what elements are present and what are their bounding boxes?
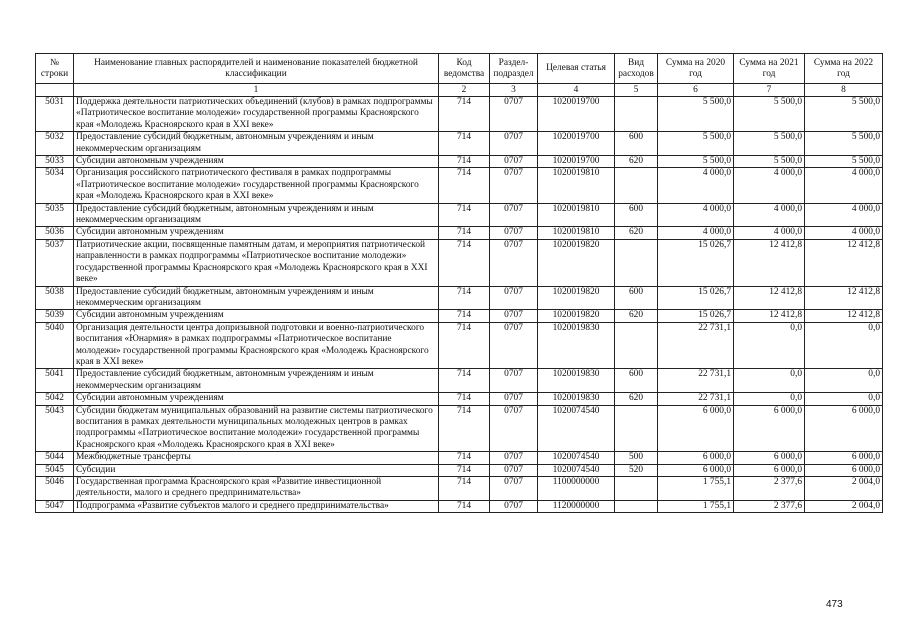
row-sum-2020: 22 731,1 (658, 369, 734, 393)
col-header-dept-code: Код ведомства (439, 54, 490, 84)
row-dept-code: 714 (439, 452, 490, 464)
col-header-section: Раздел-подраздел (490, 54, 538, 84)
row-sum-2020: 22 731,1 (658, 393, 734, 405)
row-section: 0707 (490, 168, 538, 203)
row-sum-2020: 5 500,0 (658, 156, 734, 168)
col-number: 5 (615, 84, 658, 97)
row-target-article: 1020019700 (538, 156, 615, 168)
table-row (36, 322, 883, 369)
row-section: 0707 (490, 369, 538, 393)
row-section: 0707 (490, 239, 538, 286)
row-expense-type: 600 (615, 203, 658, 227)
row-dept-code: 714 (439, 393, 490, 405)
col-header-target-article: Целевая статья (538, 54, 615, 84)
row-sum-2021: 12 412,8 (734, 239, 805, 286)
header-row (36, 54, 883, 84)
row-expense-type: 620 (615, 227, 658, 239)
row-target-article: 1020019820 (538, 239, 615, 286)
row-expense-type: 500 (615, 452, 658, 464)
row-sum-2020: 1 755,1 (658, 477, 734, 501)
row-target-article: 1020019820 (538, 310, 615, 322)
table-row (36, 393, 883, 405)
row-name: Предоставление субсидий бюджетным, автономным учреждениям и иным некоммерческим организациям (74, 369, 439, 393)
row-sum-2022: 2 004,0 (805, 477, 883, 501)
row-sum-2021: 6 000,0 (734, 452, 805, 464)
row-sum-2020: 1 755,1 (658, 500, 734, 512)
row-section: 0707 (490, 452, 538, 464)
col-number: 7 (734, 84, 805, 97)
table-row (36, 132, 883, 156)
row-name: Организация российского патриотического фестиваля в рамках подпрограммы «Патриотическое воспитание молодежи» государственной программы Красноярского края «Молодежь Красноярского края в XXI веке» (74, 168, 439, 203)
row-expense-type: 600 (615, 132, 658, 156)
row-sum-2021: 12 412,8 (734, 286, 805, 310)
row-number: 5035 (36, 203, 74, 227)
row-dept-code: 714 (439, 405, 490, 452)
row-sum-2021: 2 377,6 (734, 477, 805, 501)
row-dept-code: 714 (439, 168, 490, 203)
row-section: 0707 (490, 97, 538, 132)
row-section: 0707 (490, 203, 538, 227)
column-number-row (36, 84, 883, 97)
row-sum-2022: 5 500,0 (805, 97, 883, 132)
table-row (36, 239, 883, 286)
row-expense-type: 520 (615, 464, 658, 476)
row-expense-type: 620 (615, 156, 658, 168)
row-number: 5046 (36, 477, 74, 501)
row-target-article: 1020019810 (538, 203, 615, 227)
row-section: 0707 (490, 322, 538, 369)
row-sum-2022: 0,0 (805, 369, 883, 393)
row-target-article: 1020019830 (538, 322, 615, 369)
row-sum-2021: 6 000,0 (734, 405, 805, 452)
row-sum-2021: 5 500,0 (734, 97, 805, 132)
col-number: 8 (805, 84, 883, 97)
table-row (36, 500, 883, 512)
row-name: Патриотические акции, посвященные памятным датам, и мероприятия патриотической направленности в рамках подпрограммы «Патриотическое воспитание молодежи» государственной программы Красноярского края «Молодежь Красноярского края в XXI веке» (74, 239, 439, 286)
table-row (36, 452, 883, 464)
row-sum-2022: 5 500,0 (805, 156, 883, 168)
row-sum-2022: 0,0 (805, 322, 883, 369)
row-section: 0707 (490, 286, 538, 310)
row-sum-2022: 2 004,0 (805, 500, 883, 512)
row-sum-2020: 4 000,0 (658, 203, 734, 227)
table-row (36, 156, 883, 168)
col-number: 3 (490, 84, 538, 97)
row-expense-type: 600 (615, 369, 658, 393)
row-target-article: 1020019830 (538, 393, 615, 405)
row-sum-2022: 12 412,8 (805, 286, 883, 310)
row-number: 5043 (36, 405, 74, 452)
row-sum-2020: 5 500,0 (658, 97, 734, 132)
row-number: 5042 (36, 393, 74, 405)
row-number: 5037 (36, 239, 74, 286)
row-sum-2021: 4 000,0 (734, 227, 805, 239)
row-sum-2022: 5 500,0 (805, 132, 883, 156)
row-sum-2021: 0,0 (734, 393, 805, 405)
row-number: 5044 (36, 452, 74, 464)
row-number: 5040 (36, 322, 74, 369)
row-target-article: 1020019700 (538, 132, 615, 156)
row-number: 5047 (36, 500, 74, 512)
budget-table-body (36, 97, 883, 513)
table-row (36, 369, 883, 393)
row-number: 5033 (36, 156, 74, 168)
row-dept-code: 714 (439, 310, 490, 322)
row-dept-code: 714 (439, 477, 490, 501)
row-expense-type (615, 239, 658, 286)
row-sum-2021: 4 000,0 (734, 203, 805, 227)
row-sum-2022: 4 000,0 (805, 168, 883, 203)
row-name: Субсидии (74, 464, 439, 476)
row-sum-2022: 6 000,0 (805, 464, 883, 476)
row-sum-2020: 6 000,0 (658, 405, 734, 452)
table-row (36, 477, 883, 501)
row-sum-2021: 0,0 (734, 322, 805, 369)
row-dept-code: 714 (439, 239, 490, 286)
row-section: 0707 (490, 405, 538, 452)
col-header-sum-2020: Сумма на 2020 год (658, 54, 734, 84)
row-expense-type: 620 (615, 393, 658, 405)
row-sum-2021: 0,0 (734, 369, 805, 393)
row-sum-2022: 6 000,0 (805, 452, 883, 464)
table-row (36, 203, 883, 227)
row-name: Предоставление субсидий бюджетным, автономным учреждениям и иным некоммерческим организациям (74, 203, 439, 227)
col-header-sum-2022: Сумма на 2022 год (805, 54, 883, 84)
col-number: 4 (538, 84, 615, 97)
table-row (36, 227, 883, 239)
row-sum-2021: 6 000,0 (734, 464, 805, 476)
row-target-article: 1120000000 (538, 500, 615, 512)
row-section: 0707 (490, 393, 538, 405)
row-sum-2022: 0,0 (805, 393, 883, 405)
row-section: 0707 (490, 132, 538, 156)
row-expense-type (615, 477, 658, 501)
row-number: 5032 (36, 132, 74, 156)
row-expense-type (615, 500, 658, 512)
row-dept-code: 714 (439, 132, 490, 156)
row-sum-2021: 4 000,0 (734, 168, 805, 203)
row-number: 5038 (36, 286, 74, 310)
row-sum-2021: 5 500,0 (734, 132, 805, 156)
row-sum-2020: 15 026,7 (658, 286, 734, 310)
col-header-name: Наименование главных распорядителей и наименование показателей бюджетной классификации (74, 54, 439, 84)
row-section: 0707 (490, 310, 538, 322)
row-section: 0707 (490, 227, 538, 239)
row-target-article: 1020019700 (538, 97, 615, 132)
row-section: 0707 (490, 500, 538, 512)
page-number: 473 (826, 599, 843, 610)
row-sum-2022: 6 000,0 (805, 405, 883, 452)
col-number: 6 (658, 84, 734, 97)
budget-table (35, 53, 883, 513)
row-sum-2022: 12 412,8 (805, 239, 883, 286)
table-row (36, 464, 883, 476)
row-sum-2021: 12 412,8 (734, 310, 805, 322)
row-dept-code: 714 (439, 97, 490, 132)
row-expense-type: 600 (615, 286, 658, 310)
row-target-article: 1100000000 (538, 477, 615, 501)
row-dept-code: 714 (439, 464, 490, 476)
row-name: Подпрограмма «Развитие субъектов малого и среднего предпринимательства» (74, 500, 439, 512)
row-target-article: 1020074540 (538, 405, 615, 452)
table-row (36, 97, 883, 132)
row-dept-code: 714 (439, 286, 490, 310)
row-target-article: 1020019820 (538, 286, 615, 310)
row-section: 0707 (490, 464, 538, 476)
row-expense-type: 620 (615, 310, 658, 322)
table-row (36, 310, 883, 322)
row-name: Субсидии автономным учреждениям (74, 393, 439, 405)
row-expense-type (615, 322, 658, 369)
row-sum-2020: 6 000,0 (658, 452, 734, 464)
col-header-sum-2021: Сумма на 2021 год (734, 54, 805, 84)
row-number: 5031 (36, 97, 74, 132)
row-dept-code: 714 (439, 156, 490, 168)
row-dept-code: 714 (439, 500, 490, 512)
row-number: 5036 (36, 227, 74, 239)
row-name: Предоставление субсидий бюджетным, автономным учреждениям и иным некоммерческим организациям (74, 132, 439, 156)
row-sum-2020: 6 000,0 (658, 464, 734, 476)
row-number: 5045 (36, 464, 74, 476)
row-name: Поддержка деятельности патриотических объединений (клубов) в рамках подпрограммы «Патриотическое воспитание молодежи» государственной программы Красноярского края «Молодежь Красноярского края в XXI веке» (74, 97, 439, 132)
table-row (36, 286, 883, 310)
col-number (36, 84, 74, 97)
row-sum-2020: 15 026,7 (658, 310, 734, 322)
col-number: 1 (74, 84, 439, 97)
row-number: 5041 (36, 369, 74, 393)
row-dept-code: 714 (439, 227, 490, 239)
row-name: Субсидии автономным учреждениям (74, 227, 439, 239)
row-sum-2022: 4 000,0 (805, 227, 883, 239)
row-name: Межбюджетные трансферты (74, 452, 439, 464)
row-name: Субсидии автономным учреждениям (74, 310, 439, 322)
row-target-article: 1020019810 (538, 168, 615, 203)
row-name: Субсидии автономным учреждениям (74, 156, 439, 168)
row-sum-2021: 2 377,6 (734, 500, 805, 512)
row-name: Предоставление субсидий бюджетным, автономным учреждениям и иным некоммерческим организациям (74, 286, 439, 310)
row-name: Субсидии бюджетам муниципальных образований на развитие системы патриотического воспитания в рамках деятельности муниципальных молодежных центров в рамках подпрограммы «Патриотическое воспитание молодежи» государственной программы Красноярского края «Молодежь Красноярского края в XXI веке» (74, 405, 439, 452)
row-name: Организация деятельности центра допризывной подготовки и военно-патриотического воспитания «Юнармия» в рамках подпрограммы «Патриотическое воспитание молодежи» государственной программы Красноярского края «Молодежь Красноярского края в XXI веке» (74, 322, 439, 369)
row-name: Государственная программа Красноярского края «Развитие инвестиционной деятельности, малого и среднего предпринимательства» (74, 477, 439, 501)
row-dept-code: 714 (439, 203, 490, 227)
col-header-row-number: № строки (36, 54, 74, 84)
row-dept-code: 714 (439, 369, 490, 393)
row-target-article: 1020074540 (538, 464, 615, 476)
table-row (36, 168, 883, 203)
col-header-expense-type: Вид расходов (615, 54, 658, 84)
row-expense-type (615, 405, 658, 452)
row-sum-2020: 5 500,0 (658, 132, 734, 156)
col-number: 2 (439, 84, 490, 97)
row-sum-2020: 15 026,7 (658, 239, 734, 286)
row-section: 0707 (490, 477, 538, 501)
row-section: 0707 (490, 156, 538, 168)
row-sum-2020: 4 000,0 (658, 227, 734, 239)
row-number: 5034 (36, 168, 74, 203)
row-sum-2020: 4 000,0 (658, 168, 734, 203)
row-target-article: 1020074540 (538, 452, 615, 464)
row-target-article: 1020019810 (538, 227, 615, 239)
row-target-article: 1020019830 (538, 369, 615, 393)
row-expense-type (615, 168, 658, 203)
row-number: 5039 (36, 310, 74, 322)
row-dept-code: 714 (439, 322, 490, 369)
table-row (36, 405, 883, 452)
row-sum-2022: 4 000,0 (805, 203, 883, 227)
row-sum-2022: 12 412,8 (805, 310, 883, 322)
row-sum-2021: 5 500,0 (734, 156, 805, 168)
row-sum-2020: 22 731,1 (658, 322, 734, 369)
row-expense-type (615, 97, 658, 132)
